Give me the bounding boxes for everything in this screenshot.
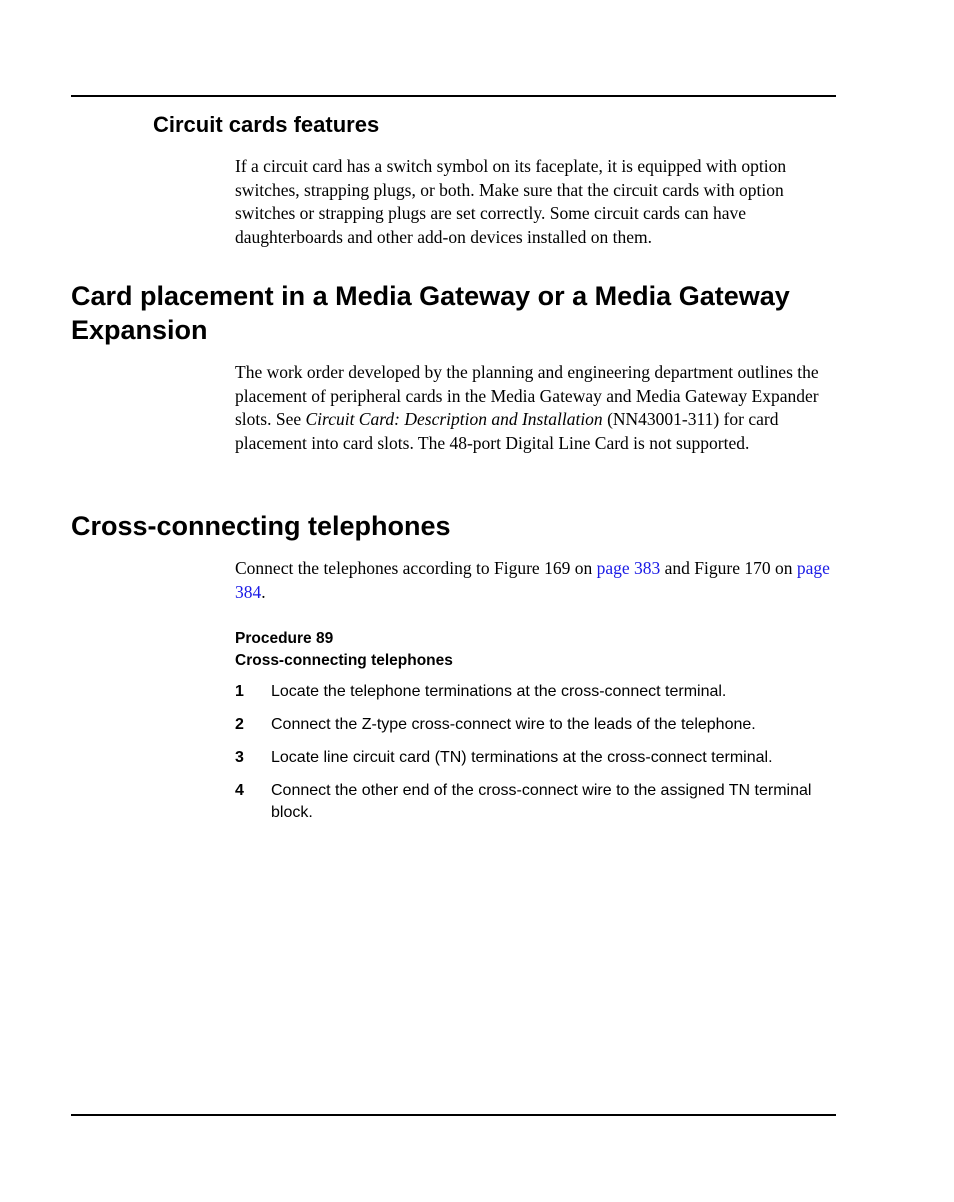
step-text: Locate line circuit card (TN) terminations at the cross-connect terminal. <box>271 749 773 766</box>
procedure-title: Cross-connecting telephones <box>235 652 453 669</box>
page-383-link[interactable]: page 383 <box>596 558 661 578</box>
card-placement-text-after: (NN43001-311) for card placement into card slots. The 48-port Digital Line Card is not supported. <box>235 409 779 453</box>
document-title: Circuit Card: Description and Installation <box>305 409 603 429</box>
intro-text-1: Connect the telephones according to Figure 169 on <box>235 558 597 578</box>
procedure-step <box>235 714 835 736</box>
circuit-cards-paragraph: If a circuit card has a switch symbol on its faceplate, it is equipped with option switches, strapping plugs, or both. Make sure that the circuit cards with option switches or strapping plugs are set correctly. Some circuit cards can have daughterboards and other add-on devices installed on them. <box>235 156 787 247</box>
card-placement-heading: Card placement in a Media Gateway or a Media Gateway Expansion <box>71 281 790 345</box>
card-placement-paragraph <box>235 361 835 455</box>
procedure-step <box>235 780 835 824</box>
intro-text-2: and Figure 170 on <box>660 558 797 578</box>
procedure-step <box>235 747 835 769</box>
cross-connecting-heading: Cross-connecting telephones <box>71 511 451 541</box>
page-384-link[interactable]: page 384 <box>235 558 830 602</box>
cross-connecting-intro <box>235 557 835 604</box>
procedure-number: Procedure 89 <box>235 630 334 647</box>
step-text: Connect the Z-type cross-connect wire to the leads of the telephone. <box>271 716 756 733</box>
step-number: 3 <box>235 749 244 766</box>
step-text: Connect the other end of the cross-connect wire to the assigned TN terminal block. <box>271 782 812 821</box>
header-rule <box>71 95 836 97</box>
circuit-cards-heading: Circuit cards features <box>153 112 380 137</box>
footer-rule <box>71 1114 836 1116</box>
procedure-steps <box>235 681 835 835</box>
intro-text-3: . <box>261 581 266 602</box>
step-number: 4 <box>235 782 244 799</box>
procedure-header <box>235 628 453 672</box>
step-text: Locate the telephone terminations at the cross-connect terminal. <box>271 683 727 700</box>
step-number: 2 <box>235 716 244 733</box>
procedure-step <box>235 681 835 703</box>
card-placement-text-before: The work order developed by the planning and engineering department outlines the placement of peripheral cards in the Media Gateway and Media Gateway Expander slots. See <box>235 362 819 429</box>
step-number: 1 <box>235 683 244 700</box>
